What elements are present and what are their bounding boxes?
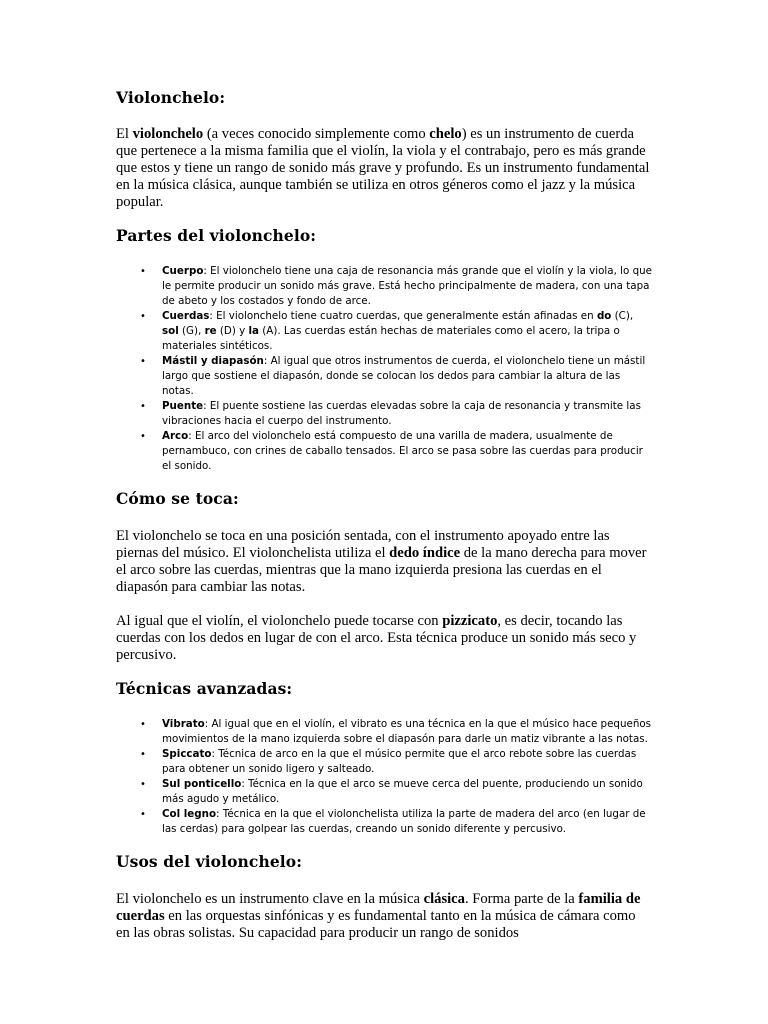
list-item-mastil	[116, 354, 652, 399]
section-heading-parts: Partes del violonchelo:	[116, 226, 317, 245]
intro-text-3: ) es un instrumento de cuerda que pertenece a la misma familia que el violín, la viola y el contrabajo, pero es más grande que estos y tiene un rango de sonido más grave y profundo. Es un instrumento fundamental en la música clásica, aunque también se utiliza en otros géneros como el jazz y la música popular.	[116, 126, 650, 210]
list-text: : El violonchelo tiene cuatro cuerdas, que generalmente están afinadas en	[209, 310, 597, 322]
list-term: Puente	[162, 400, 204, 412]
list-text: : Técnica de arco en la que el músico permite que el arco rebote sobre las cuerdas para obtener un sonido ligero y salteado.	[162, 748, 637, 775]
uses-bold-familia: familia de cuerdas	[116, 891, 641, 924]
bullet: •	[140, 431, 146, 442]
list-term: Vibrato	[162, 718, 205, 730]
list-text: : El arco del violonchelo está compuesto de una varilla de madera, usualmente de pernambuco, con crines de caballo tensados. El arco se pasa sobre las cuerdas para producir el sonido.	[162, 430, 643, 472]
list-term: Col legno	[162, 808, 217, 820]
list-term: Cuerdas	[162, 310, 210, 322]
list-text: : El puente sostiene las cuerdas elevadas sobre la caja de resonancia y transmite las vibraciones hacia el cuerpo del instrumento.	[162, 400, 641, 427]
intro-bold-chelo: chelo	[429, 126, 462, 142]
list-term: Arco	[162, 430, 189, 442]
play2-text-1: Al igual que el violín, el violonchelo puede tocarse con	[116, 613, 443, 629]
note-sol: sol	[162, 325, 179, 337]
list-term: Sul ponticello	[162, 778, 242, 790]
list-text: : Técnica en la que el arco se mueve cerca del puente, produciendo un sonido más agudo y metálico.	[162, 778, 643, 805]
bullet: •	[140, 266, 146, 277]
intro-bold-violonchelo: violonchelo	[132, 126, 204, 142]
list-item-sul-ponticello	[116, 777, 652, 807]
list-term: Mástil y diapasón	[162, 355, 264, 367]
note-la: la	[248, 325, 260, 337]
note-do: do	[596, 310, 612, 322]
intro-text-2: (a veces conocido simplemente como	[203, 126, 430, 142]
list-text: : Al igual que en el violín, el vibrato es una técnica en la que el músico hace pequeños movimientos de la mano izquierda sobre el diapasón para darle un matiz vibrante a las notas.	[162, 718, 652, 745]
play-paragraph-1	[116, 528, 652, 596]
bullet: •	[140, 719, 146, 730]
list-text: (C),	[611, 310, 634, 322]
play1-text-1: El violonchelo se toca en una posición sentada, con el instrumento apoyado entre las piernas del músico. El violonchelista utiliza el	[116, 528, 610, 561]
bullet: •	[140, 809, 146, 820]
intro-paragraph	[116, 126, 652, 211]
section-heading-play: Cómo se toca:	[116, 489, 239, 508]
list-text: : El violonchelo tiene una caja de resonancia más grande que el violín y la viola, lo que le permite producir un sonido más grave. Está hecho principalmente de madera, con una tapa de abeto y los costados y fondo de arce.	[162, 265, 652, 307]
list-item-cuerdas	[116, 309, 652, 354]
list-item-col-legno	[116, 807, 652, 837]
list-item-puente	[116, 399, 652, 429]
bullet: •	[140, 401, 146, 412]
bullet: •	[140, 311, 146, 322]
play2-text-2: , es decir, tocando las cuerdas con los dedos en lugar de con el arco. Esta técnica produce un sonido más seco y percusivo.	[116, 613, 637, 663]
uses-text-3: en las orquestas sinfónicas y es fundamental tanto en la música de cámara como en las obras solistas. Su capacidad para producir un rango de sonidos	[116, 908, 636, 941]
list-term: Cuerpo	[162, 265, 204, 277]
list-item-cuerpo	[116, 264, 652, 309]
list-text: (G),	[178, 325, 205, 337]
play2-bold: pizzicato	[442, 613, 498, 629]
uses-text-2: . Forma parte de la	[464, 891, 579, 907]
list-item-spiccato	[116, 747, 652, 777]
note-re: re	[204, 325, 217, 337]
bullet: •	[140, 356, 146, 367]
bullet: •	[140, 779, 146, 790]
section-heading-uses: Usos del violonchelo:	[116, 852, 303, 871]
play1-text-2: de la mano derecha para mover el arco sobre las cuerdas, mientras que la mano izquierda presiona las cuerdas en el diapasón para cambiar las notas.	[116, 545, 647, 595]
list-text: (D) y	[216, 325, 249, 337]
list-text: : Técnica en la que el violonchelista utiliza la parte de madera del arco (en lugar de las cerdas) para golpear las cuerdas, creando un sonido diferente y percusivo.	[162, 808, 646, 835]
list-text: : Al igual que otros instrumentos de cuerda, el violonchelo tiene un mástil largo que sostiene el diapasón, donde se colocan los dedos para cambiar la altura de las notas.	[162, 355, 646, 397]
play1-bold: dedo índice	[389, 545, 461, 561]
document-title: Violonchelo:	[116, 88, 226, 107]
uses-text-1: El violonchelo es un instrumento clave en la música	[116, 891, 424, 907]
list-item-arco	[116, 429, 652, 474]
parts-list	[116, 264, 652, 474]
list-item-vibrato	[116, 717, 652, 747]
section-heading-advanced: Técnicas avanzadas:	[116, 679, 293, 698]
bullet: •	[140, 749, 146, 760]
advanced-list	[116, 717, 652, 837]
intro-text-1: El	[116, 126, 133, 142]
uses-bold-clasica: clásica	[423, 891, 465, 907]
list-term: Spiccato	[162, 748, 212, 760]
uses-paragraph	[116, 891, 652, 942]
play-paragraph-2	[116, 613, 652, 664]
list-text: (A). Las cuerdas están hechas de materiales como el acero, la tripa o materiales sintéticos.	[162, 325, 620, 352]
